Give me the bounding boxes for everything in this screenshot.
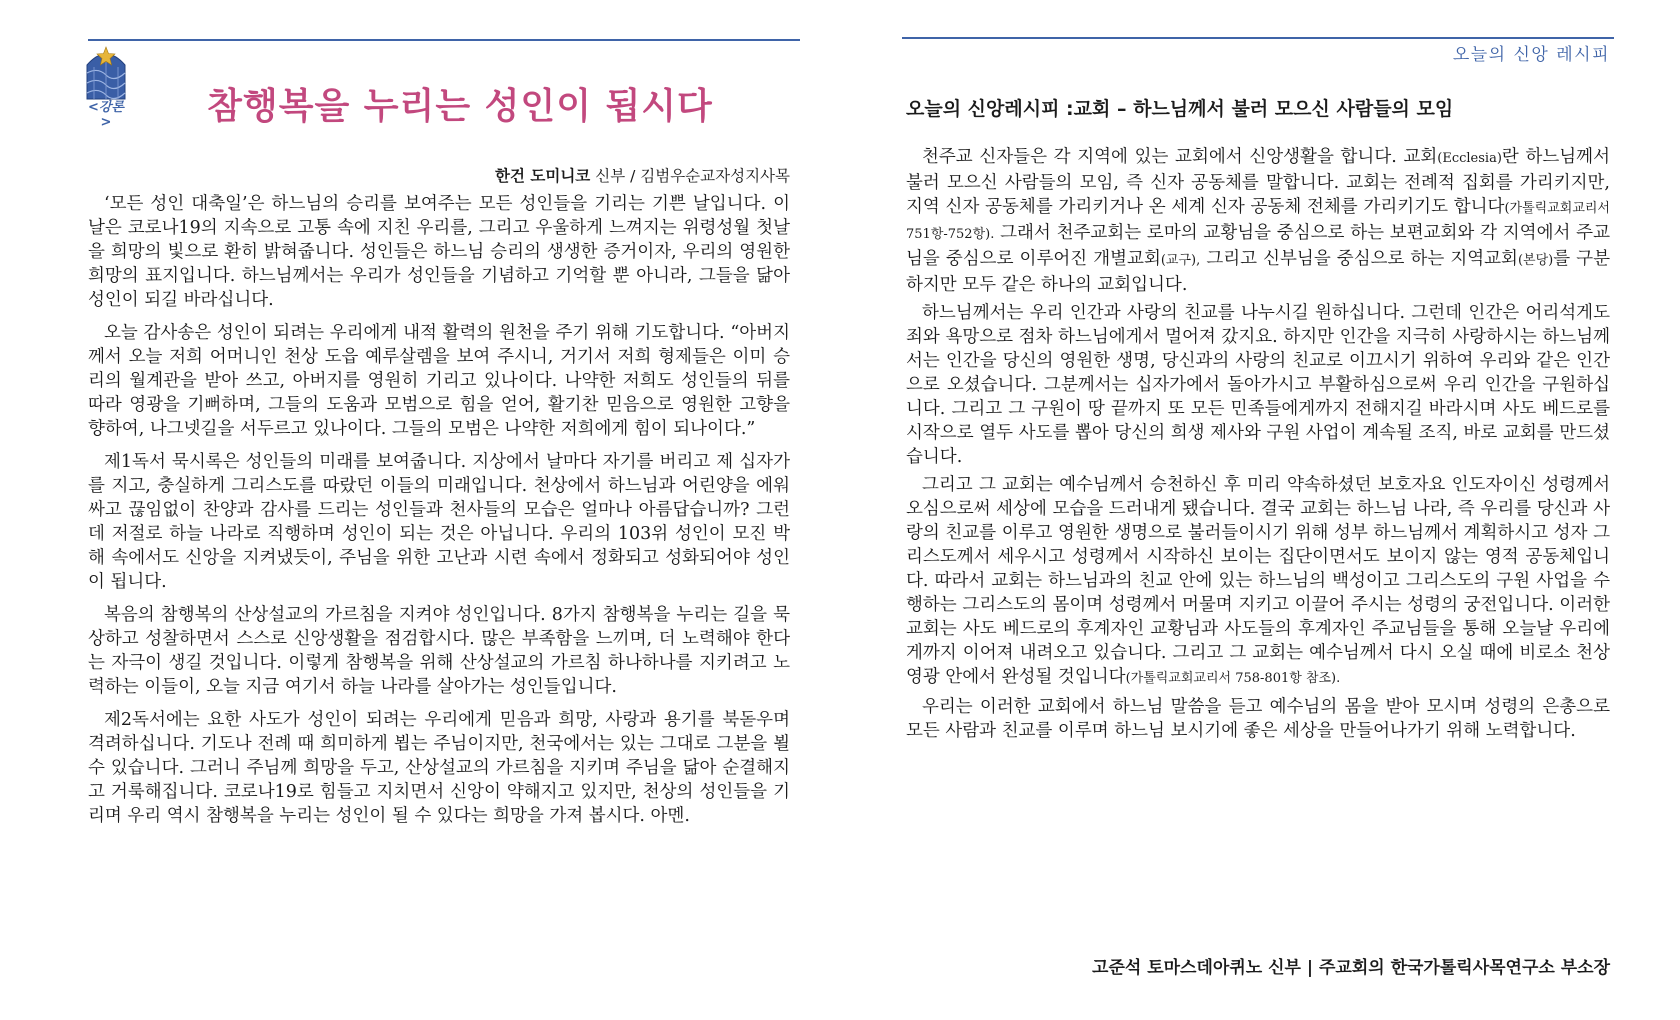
citation: (Ecclesia)	[1437, 151, 1502, 166]
homily-paragraph: 제2독서에는 요한 사도가 성인이 되려는 우리에게 믿음과 희망, 사랑과 용기를 북돋우며 격려하십니다. 기도나 전례 때 희미하게 뵙는 주님이지만, 천국에서는 있는 그대로 그분을 뵐 수 있습니다. 그러니 주님께 희망을 두고, 산상설교의 가르침을 지키며 주님을 닮아 순결해지고 거룩해집니다. 코로나19로 힘들고 지치면서 신앙이 약해지고 있지만, 천상의 성인들을 기리며 우리 역시 참행복을 누리는 성인이 될 수 있다는 희망을 가져 봅시다. 아멘.	[88, 710, 790, 826]
left-header-rule	[88, 39, 800, 41]
homily-paragraph: ‘모든 성인 대축일’은 하느님의 승리를 보여주는 모든 성인들을 기리는 기쁜 날입니다. 이날은 코로나19의 지속으로 고통 속에 지친 우리를, 그리고 우울하게 느껴지는 위령성월 첫날을 희망의 빛으로 환히 밝혀줍니다. 성인들은 하느님 승리의 생생한 증거이자, 우리의 영원한 희망의 표지입니다. 하느님께서는 우리가 성인들을 기념하고 기억할 뿐 아니라, 그들을 닮아 성인이 되길 바라십니다.	[88, 194, 790, 310]
homily-byline	[88, 164, 790, 186]
recipe-text: 우리는 이러한 교회에서 하느님 말씀을 듣고 예수님의 몸을 받아 모시며 성령의 은총으로 모든 사람과 친교를 이루며 하느님 보시기에 좋은 세상을 만들어나가기 위해 노력합니다.	[906, 697, 1610, 741]
author-role: 신부 / 김범우순교자성지사목	[595, 167, 790, 185]
recipe-paragraph	[906, 145, 1610, 297]
recipe-title: 오늘의 신앙레시피 :교회 – 하느님께서 불러 모으신 사람들의 모임	[906, 98, 1454, 120]
recipe-text: 란 하느님께서 불러 모으신 사람들의 모임, 즉 신자 공동체를 말합니다. 교회는 전례적 집회를 가리키지만, 지역 신자 공동체를 가리키거나 온 세계 신자 공동체 전체를 가리키기도 합니다	[906, 147, 1610, 217]
homily-paragraph: 제1독서 묵시록은 성인들의 미래를 보여줍니다. 지상에서 날마다 자기를 버리고 제 십자가를 지고, 충실하게 그리스도를 따랐던 이들의 미래입니다. 천상에서 하느님과 어린양을 에워싸고 끊임없이 찬양과 감사를 드리는 성인들과 천사들의 모습은 얼마나 아름답습니까? 그런데 저절로 하늘 나라로 직행하며 성인이 되는 것은 아닙니다. 우리의 103위 성인이 모진 박해 속에서도 신앙을 지켜냈듯이, 주님을 위한 고난과 시련 속에서 정화되고 성화되어야 성인이 됩니다.	[88, 452, 790, 592]
citation: (본당)	[1517, 253, 1554, 268]
citation: (교구),	[1160, 253, 1201, 268]
author-footer: 고준석 토마스데아퀴노 신부 | 주교회의 한국가톨릭사목연구소 부소장	[1092, 958, 1610, 978]
recipe-paragraph	[906, 301, 1610, 469]
section-label: 오늘의 신앙 레시피	[1452, 45, 1610, 65]
homily-title: 참행복을 누리는 성인이 됩시다	[207, 86, 713, 127]
author-name: 한건 도미니코	[495, 167, 591, 185]
citation: (가톨릭교회교리서 751항-752항).	[906, 201, 1610, 242]
recipe-text: 그리고 그 교회는 예수님께서 승천하신 후 미리 약속하셨던 보호자요 인도자이신 성령께서 오심으로써 세상에 모습을 드러내게 됐습니다. 결국 교회는 하느님 나라, 즉 우리를 당신과 사랑의 친교를 이루고 영원한 생명으로 불러들이시기 위해 성부 하느님께서 계획하시고 성자 그리스도께서 세우시고 성령께서 시작하신 보이는 집단이면서도 보이지 않는 영적 공동체입니다. 따라서 교회는 하느님과의 친교 안에 있는 하느님의 백성이고 그리스도의 구원 사업을 수행하는 그리스도의 몸이며 성령께서 머물며 지키고 이끌어 주시는 성령의 궁전입니다. 이러한 교회는 사도 베드로의 후계자인 교황님과 사도들의 후계자인 주교님들을 통해 오늘날 우리에게까지 이어져 내려오고 있습니다. 그리고 그 교회는 예수님께서 다시 오실 때에 비로소 천상 영광 안에서 완성될 것입니다	[906, 475, 1610, 687]
recipe-paragraph	[906, 473, 1610, 691]
recipe-text: 를 구분하지만 모두 같은 하나의 교회입니다.	[906, 249, 1611, 295]
homily-paragraph: 복음의 참행복의 산상설교의 가르침을 지켜야 성인입니다. 8가지 참행복을 누리는 길을 묵상하고 성찰하면서 스스로 신앙생활을 점검합시다. 많은 부족함을 느끼며, 더 노력해야 한다는 자극이 생길 것입니다. 이렇게 참행복을 위해 산상설교의 가르침 하나하나를 지키려고 노력하는 이들이, 오늘 지금 여기서 하늘 나라를 살아가는 성인들입니다.	[88, 605, 790, 697]
emblem-label: <강론>	[87, 100, 124, 130]
homily-body	[88, 192, 790, 837]
recipe-text: 천주교 신자들은 각 지역에 있는 교회에서 신앙생활을 합니다. 교회	[922, 147, 1438, 167]
right-header-rule	[902, 37, 1614, 39]
recipe-text: 그래서 천주교회는 로마의 교황님을 중심으로 하는 보편교회와 각 지역에서 주교님을 중심으로 이루어진 개별교회	[906, 223, 1610, 269]
recipe-text: 그리고 신부님을 중심으로 하는 지역교회	[1200, 249, 1518, 269]
recipe-body	[906, 145, 1610, 747]
citation: (가톨릭교회교리서 758-801항 참조).	[1125, 671, 1341, 686]
recipe-paragraph	[906, 695, 1610, 743]
homily-paragraph: 오늘 감사송은 성인이 되려는 우리에게 내적 활력의 원천을 주기 위해 기도합니다. “아버지께서 오늘 저희 어머니인 천상 도읍 예루살렘을 보여 주시니, 거기서 저희 형제들은 이미 승리의 월계관을 받아 쓰고, 아버지를 영원히 기리고 있나이다. 나약한 저희도 성인들의 뒤를 따라 영광을 기뻐하며, 그들의 도움과 모범으로 힘을 얻어, 활기찬 믿음으로 영원한 고향을 향하여, 나그넷길을 서두르고 있나이다. 그들의 모범은 나약한 저희에게 힘이 되나이다.”	[88, 323, 790, 439]
recipe-text: 하느님께서는 우리 인간과 사랑의 친교를 나누시길 원하십니다. 그런데 인간은 어리석게도 죄와 욕망으로 점차 하느님에게서 멀어져 갔지요. 하지만 인간을 지극히 사랑하시는 하느님께서는 인간을 당신의 영원한 생명, 당신과의 사랑의 친교로 이끄시기 위하여 우리와 같은 인간으로 오셨습니다. 그분께서는 십자가에서 돌아가시고 부활하심으로써 우리 인간을 구원하십니다. 그리고 그 구원이 땅 끝까지 또 모든 민족들에게까지 전해지길 바라시며 사도 베드로를 시작으로 열두 사도를 뽑아 당신의 희생 제사와 구원 사업이 계속될 조직, 바로 교회를 만드셨습니다.	[906, 303, 1610, 467]
